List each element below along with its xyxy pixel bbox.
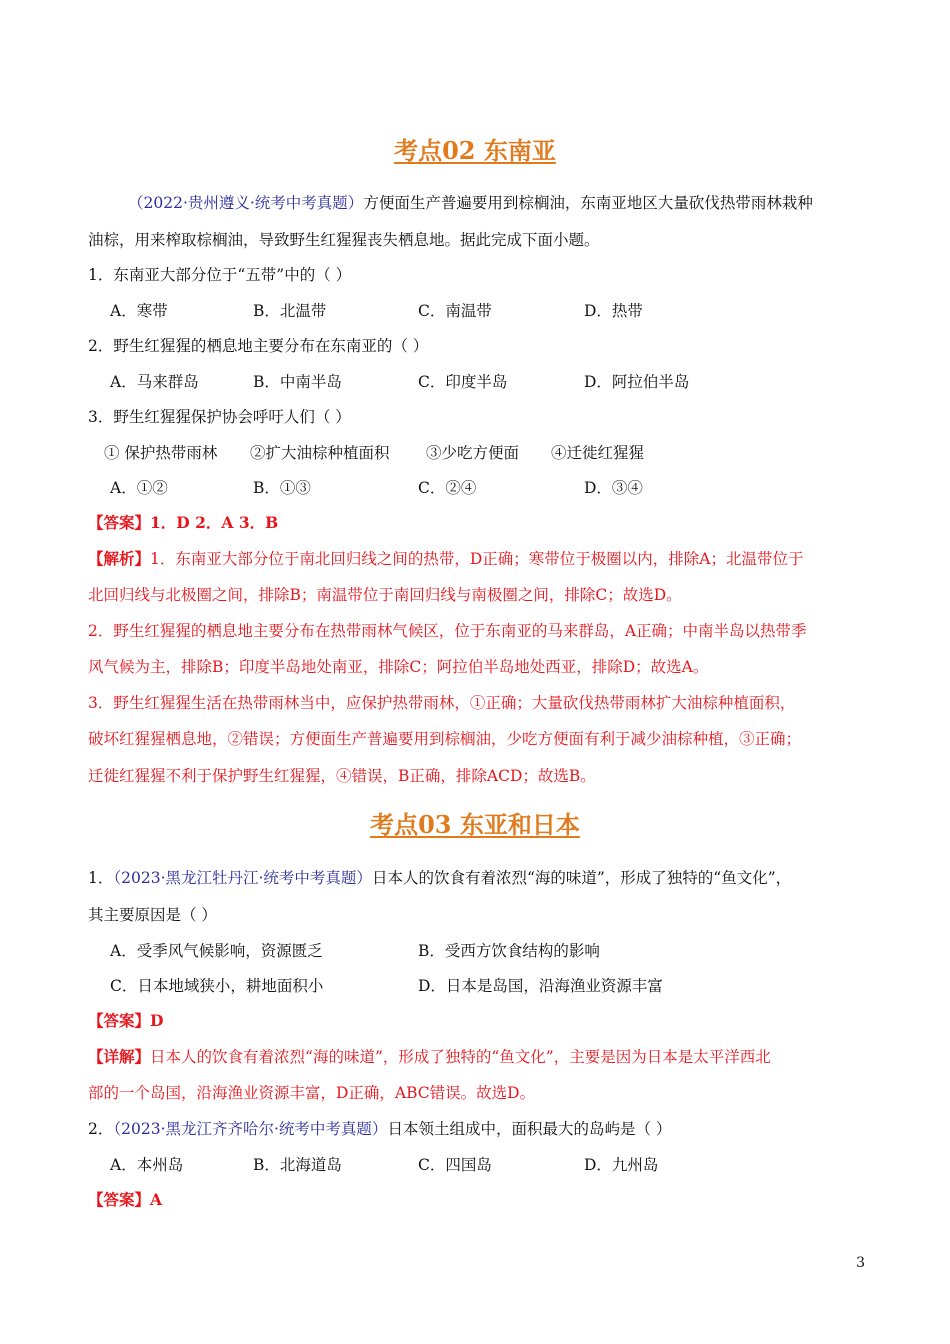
intro-text-1: 方便面生产普遍要用到棕榈油，东南亚地区大量砍伐热带雨林栽种 xyxy=(363,194,813,212)
section-title-southeast-asia: 考点02 东南亚 xyxy=(394,136,556,165)
answer-line xyxy=(88,1190,162,1210)
detail-tag: 【详解】 xyxy=(88,1047,151,1066)
question-number: 1． xyxy=(88,869,114,887)
question-number: 2． xyxy=(88,1120,114,1138)
statement-item: ②扩大油棕种植面积 xyxy=(250,444,390,462)
option-b: B．中南半岛 xyxy=(253,373,342,391)
answer-tag: 【答案】 xyxy=(88,513,151,532)
question-stem-continued: 其主要原因是（ ） xyxy=(88,906,217,924)
option-b: B．受西方饮食结构的影响 xyxy=(418,942,600,960)
analysis-line: 风气候为主，排除B；印度半岛地处南亚，排除C；阿拉伯半岛地处西亚，排除D；故选A。 xyxy=(88,658,709,676)
detail-line xyxy=(88,1047,771,1067)
question-stem xyxy=(88,868,791,888)
answer-tag: 【答案】 xyxy=(88,1190,151,1209)
detail-line: 部的一个岛国，沿海渔业资源丰富，D正确，ABC错误。故选D。 xyxy=(88,1084,536,1102)
option-c: C．②④ xyxy=(418,479,477,497)
question-stem: 3．野生红猩猩保护协会呼吁人们（ ） xyxy=(88,408,351,426)
option-d: D．③④ xyxy=(584,479,643,497)
option-a: A．①② xyxy=(110,479,168,497)
analysis-line: 北回归线与北极圈之间，排除B；南温带位于南回归线与南极圈之间，排除C；故选D。 xyxy=(88,586,682,604)
option-a: A．受季风气候影响，资源匮乏 xyxy=(110,942,323,960)
intro-source: （2022·贵州遵义·统考中考真题） xyxy=(128,194,364,212)
option-c: C．四国岛 xyxy=(418,1156,492,1174)
answer-tag: 【答案】 xyxy=(88,1011,151,1030)
answer-text: A xyxy=(150,1190,163,1209)
option-c: C．南温带 xyxy=(418,302,492,320)
option-d: D．日本是岛国，沿海渔业资源丰富 xyxy=(418,977,663,995)
option-b: B．北温带 xyxy=(253,302,327,320)
analysis-line: 迁徙红猩猩不利于保护野生红猩猩，④错误，B正确，排除ACD；故选B。 xyxy=(88,767,596,785)
option-b: B．北海道岛 xyxy=(253,1156,342,1174)
question-text: 日本人的饮食有着浓烈“海的味道”，形成了独特的“鱼文化”， xyxy=(371,869,792,887)
detail-text: 日本人的饮食有着浓烈“海的味道”，形成了独特的“鱼文化”，主要是因为日本是太平洋西北 xyxy=(150,1048,771,1066)
statement-item: ③少吃方便面 xyxy=(426,444,520,462)
question-stem: 1．东南亚大部分位于“五带”中的（ ） xyxy=(88,266,352,284)
statement-item: ① 保护热带雨林 xyxy=(104,444,218,462)
question-source: （2023·黑龙江牡丹江·统考中考真题） xyxy=(113,869,372,887)
analysis-line xyxy=(88,549,804,569)
option-d: D．热带 xyxy=(584,302,643,320)
answer-line xyxy=(88,513,278,533)
option-a: A．马来群岛 xyxy=(110,373,199,391)
analysis-tag: 【解析】 xyxy=(88,549,151,568)
page-number: 3 xyxy=(856,1255,865,1271)
intro-line-2: 油棕，用来榨取棕榈油，导致野生红猩猩丧失栖息地。据此完成下面小题。 xyxy=(88,231,600,249)
answer-text: D xyxy=(150,1011,164,1030)
option-d: D．阿拉伯半岛 xyxy=(584,373,690,391)
analysis-line: 破坏红猩猩栖息地，②错误；方便面生产普遍要用到棕榈油，少吃方便面有利于减少油棕种植，③正确； xyxy=(88,730,802,748)
analysis-line: 3．野生红猩猩生活在热带雨林当中，应保护热带雨林，①正确；大量砍伐热带雨林扩大油棕种植面积， xyxy=(88,694,796,712)
answer-text: 1．D 2．A 3．B xyxy=(150,513,279,532)
option-a: A．寒带 xyxy=(110,302,168,320)
option-b: B．①③ xyxy=(253,479,311,497)
question-stem: 2．野生红猩猩的栖息地主要分布在东南亚的（ ） xyxy=(88,337,429,355)
section-title-east-asia-japan: 考点03 东亚和日本 xyxy=(370,810,580,839)
analysis-line: 2．野生红猩猩的栖息地主要分布在热带雨林气候区，位于东南亚的马来群岛，A正确；中南半岛以热带季 xyxy=(88,622,807,640)
option-c: C．日本地域狭小，耕地面积小 xyxy=(110,977,324,995)
option-d: D．九州岛 xyxy=(584,1156,659,1174)
statement-item: ④迁徙红猩猩 xyxy=(551,444,645,462)
option-a: A．本州岛 xyxy=(110,1156,184,1174)
analysis-text: 1．东南亚大部分位于南北回归线之间的热带，D正确；寒带位于极圈以内，排除A；北温带位于 xyxy=(150,550,804,568)
question-source: （2023·黑龙江齐齐哈尔·统考中考真题） xyxy=(113,1120,388,1138)
option-c: C．印度半岛 xyxy=(418,373,508,391)
answer-line xyxy=(88,1011,163,1031)
intro-line-1 xyxy=(128,193,813,213)
question-stem xyxy=(88,1119,671,1139)
question-text: 日本领土组成中，面积最大的岛屿是（ ） xyxy=(387,1120,672,1138)
